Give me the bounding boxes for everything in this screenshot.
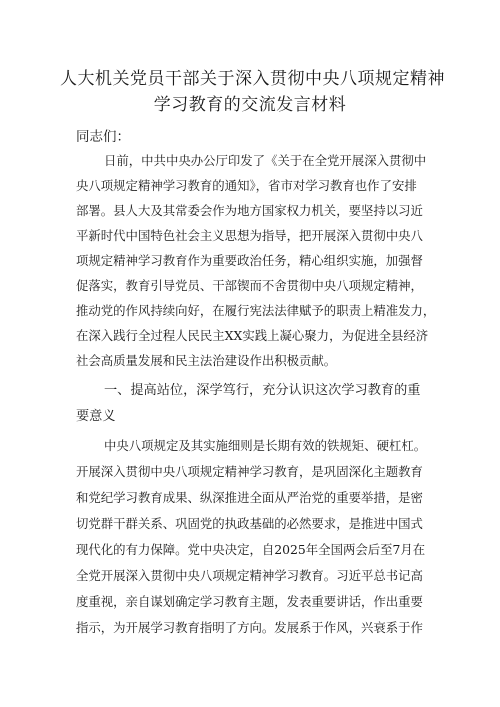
body-line: 日前，中共中央办公厅印发了《关于在全党开展深入贯彻中 (104, 153, 427, 168)
body-line: 在深入践行全过程人民民主XX实践上凝心聚力，为促进全县经济 (76, 328, 429, 343)
salutation: 同志们： (76, 129, 130, 145)
body-line: 全党开展深入贯彻中央八项规定精神学习教育。习近平总书记高 (76, 568, 423, 583)
body-line: 度重视，亲自谋划确定学习教育主题，发表重要讲话，作出重要 (76, 594, 423, 609)
section-heading-line: 要意义 (76, 409, 116, 424)
body-line: 中央八项规定及其实施细则是长期有效的铁规矩、硬杠杠。 (104, 438, 427, 453)
body-line: 平新时代中国特色社会主义思想为指导，把开展深入贯彻中央八 (76, 228, 423, 243)
body-line: 央八项规定精神学习教育的通知》，省市对学习教育也作了安排 (76, 178, 417, 193)
body-line: 和党纪学习教育成果、纵深推进全面从严治党的重要举措，是密 (76, 490, 423, 505)
body-line: 项规定精神学习教育作为重要政治任务，精心组织实施，加强督 (76, 253, 423, 268)
section-heading-line: 一、提高站位，深学笃行，充分认识这次学习教育的重 (104, 383, 421, 398)
document-title-line-1: 人大机关党员干部关于深入贯彻中央八项规定精神 (60, 69, 445, 89)
body-line: 部署。县人大及其常委会作为地方国家权力机关，要坚持以习近 (76, 203, 423, 218)
body-line: 开展深入贯彻中央八项规定精神学习教育，是巩固深化主题教育 (76, 464, 423, 479)
body-line: 推动党的作风持续向好，在履行宪法法律赋予的职责上精准发力， (76, 303, 436, 318)
document-title-line-2: 学习教育的交流发言材料 (153, 95, 347, 115)
body-line: 指示，为开展学习教育指明了方向。发展系于作风，兴衰系于作 (76, 620, 423, 635)
body-line: 促落实，教育引导党员、干部锲而不舍贯彻中央八项规定精神， (76, 278, 423, 293)
body-line: 社会高质量发展和民主法治建设作出积极贡献。 (76, 353, 337, 368)
body-line: 现代化的有力保障。党中央决定，自2025年全国两会后至7月在 (76, 542, 426, 557)
body-line: 切党群干群关系、巩固党的执政基础的必然要求，是推进中国式 (76, 516, 423, 531)
